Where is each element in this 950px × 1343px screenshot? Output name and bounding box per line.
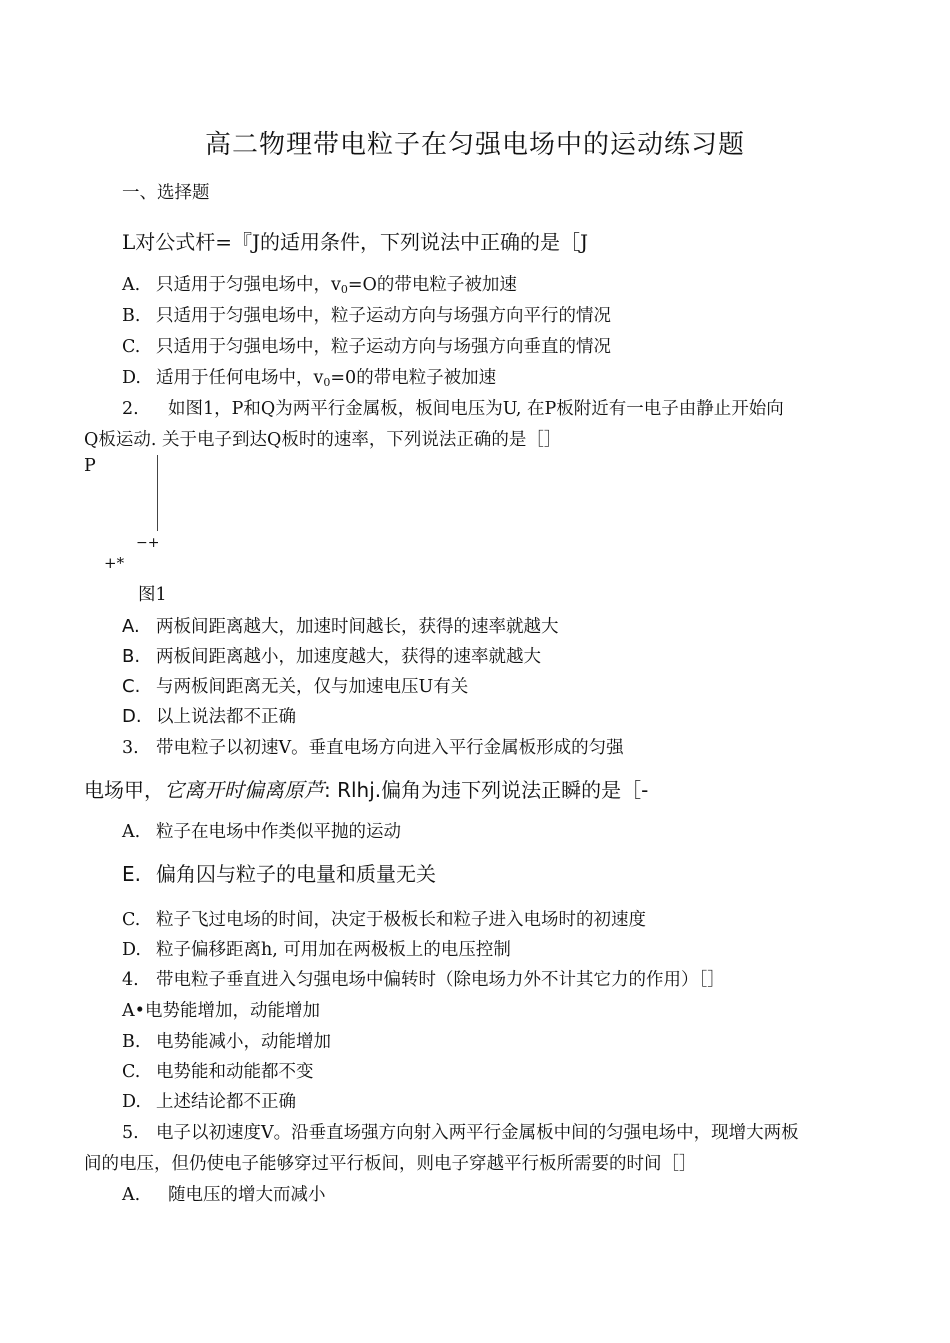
option-text: =O的带电粒子被加速 (347, 275, 517, 295)
question-text: 电场甲， (84, 778, 164, 802)
question-text: : Rlhj.偏角为违下列说法正瞬的是［- (324, 778, 649, 802)
option-label: E. (122, 862, 141, 886)
option-text: 偏角囚与粒子的电量和质量无关 (156, 862, 436, 886)
option-label: C. (122, 1062, 141, 1082)
question-4-option-d (122, 1088, 296, 1113)
option-label: D. (122, 706, 142, 727)
option-label: C. (122, 337, 141, 357)
option-label: D. (122, 940, 141, 960)
section-heading: 一、选择题 (122, 183, 210, 203)
option-label: A. (122, 1185, 141, 1205)
question-number: 2. (122, 399, 139, 419)
option-label: C. (122, 910, 141, 930)
question-1-option-a (122, 271, 517, 296)
question-3-line-1 (122, 734, 624, 759)
question-2-option-d (122, 703, 296, 728)
option-label: B. (122, 1032, 141, 1052)
question-text: 带电粒子垂直进入匀强电场中偏转时（除电场力外不计其它力的作用）［］ (156, 970, 725, 990)
option-text: =0的带电粒子被加速 (330, 368, 497, 388)
option-text: 以上说法都不正确 (156, 707, 296, 727)
option-label: D. (122, 1092, 141, 1112)
question-5-line-2: 间的电压，但仍使电子能够穿过平行板间，则电子穿越平行板所需要的时间［］ (84, 1154, 697, 1174)
option-text: 粒子在电场中作类似平抛的运动 (156, 822, 401, 842)
option-text: 随电压的增大而减小 (168, 1185, 326, 1205)
option-label: D. (122, 368, 141, 388)
figure-plate-q-line (157, 455, 158, 531)
subscript: 0 (323, 376, 331, 389)
option-text: 电势能增加，动能增加 (144, 1001, 320, 1021)
question-1-stem: L对公式杆=『J的适用条件，下列说法中正确的是［J (122, 230, 589, 254)
figure-plate-p-label: P (84, 456, 96, 476)
question-3-option-a (122, 818, 401, 843)
option-text: 粒子偏移距离h, 可用加在两极板上的电压控制 (156, 940, 511, 960)
question-2-option-c (122, 673, 468, 698)
question-text: 电子以初速度V。沿垂直场强方向射入两平行金属板中间的匀强电场中，现增大两板 (156, 1123, 799, 1143)
question-1-option-d (122, 364, 496, 389)
question-4-option-c (122, 1058, 314, 1083)
subscript: 0 (340, 283, 348, 296)
option-text: 两板间距离越大，加速时间越长，获得的速率就越大 (156, 617, 559, 637)
question-5-option-a (122, 1181, 326, 1206)
question-2-option-a (122, 613, 559, 638)
option-label: B. (122, 646, 141, 667)
option-label: C. (122, 676, 141, 697)
option-text: 电势能和动能都不变 (156, 1062, 314, 1082)
question-3-line-2 (84, 774, 648, 803)
question-1-option-c (122, 333, 611, 358)
option-label: B. (122, 306, 141, 326)
question-4-stem (122, 966, 725, 991)
page-title: 高二物理带电粒子在匀强电场中的运动练习题 (204, 130, 745, 160)
question-text-italic: 它离开时偏离原芦 (164, 778, 324, 802)
question-4-option-b (122, 1028, 331, 1053)
question-number: 4. (122, 970, 139, 990)
option-text: 电势能减小，动能增加 (156, 1032, 331, 1052)
option-text: 与两板间距离无关，仅与加速电压U有关 (156, 677, 469, 697)
option-text: 粒子飞过电场的时间，决定于极板长和粒子进入电场时的初速度 (156, 910, 646, 930)
figure-terminal-label: +* (104, 554, 125, 572)
figure-caption: 图1 (138, 585, 167, 605)
option-text: 适用于任何电场中，v (156, 368, 324, 388)
option-text: 上述结论都不正确 (156, 1092, 296, 1112)
question-3-option-e (122, 858, 436, 887)
question-text: 带电粒子以初速V。垂直电场方向进入平行金属板形成的匀强 (156, 738, 624, 758)
question-number: 3. (122, 738, 139, 758)
question-2-line-2: Q板运动. 关于电子到达Q板时的速率，下列说法正确的是［］ (84, 430, 562, 450)
question-5-line-1 (122, 1119, 799, 1144)
option-label: A• (122, 1001, 145, 1021)
option-text: 只适用于匀强电场中，v (156, 275, 341, 295)
option-label: A. (122, 616, 140, 637)
option-text: 只适用于匀强电场中，粒子运动方向与场强方向平行的情况 (156, 306, 611, 326)
option-label: A. (122, 275, 141, 295)
question-4-option-a (122, 997, 320, 1022)
question-3-option-c (122, 906, 646, 931)
question-number: 5. (122, 1123, 139, 1143)
option-text: 两板间距离越小，加速度越大，获得的速率就越大 (156, 647, 541, 667)
question-3-option-d (122, 936, 511, 961)
figure-polarity-label: −+ (136, 535, 160, 551)
option-text: 只适用于匀强电场中，粒子运动方向与场强方向垂直的情况 (156, 337, 611, 357)
question-2-option-b (122, 643, 541, 668)
question-2-line-1 (122, 395, 784, 420)
option-label: A. (122, 822, 141, 842)
question-text: 如图1，P和Q为两平行金属板，板间电压为U, 在P板附近有一电子由静止开始向 (168, 399, 784, 419)
question-1-option-b (122, 302, 611, 327)
